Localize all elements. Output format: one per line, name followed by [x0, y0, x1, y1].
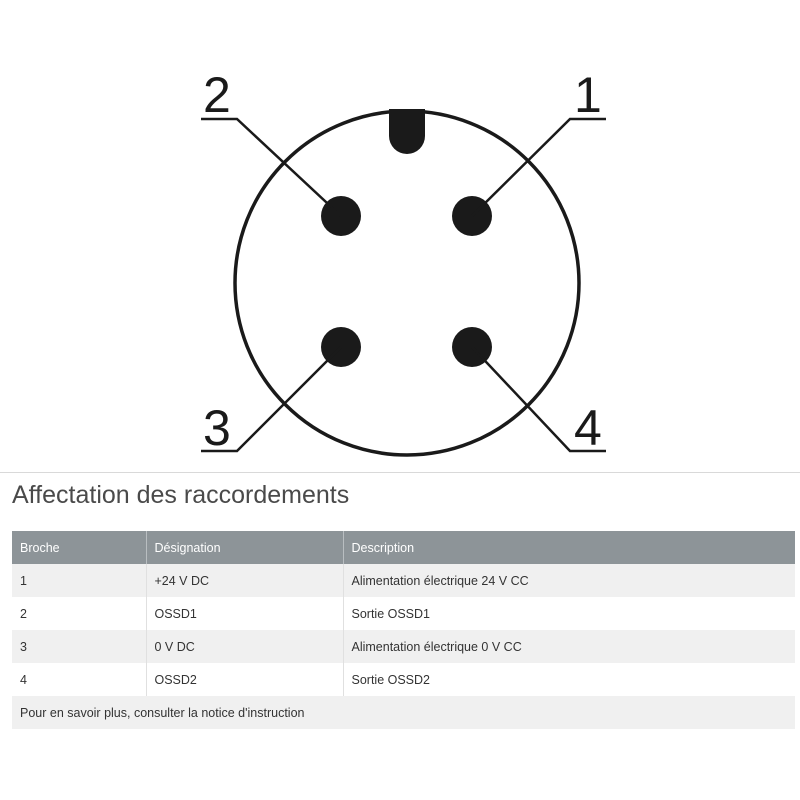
table-row [12, 630, 795, 663]
table-note: Pour en savoir plus, consulter la notice d'instruction [12, 696, 795, 729]
cell-description: Sortie OSSD2 [343, 663, 795, 696]
table-header-row [12, 531, 795, 564]
cell-broche: 3 [12, 630, 146, 663]
cell-broche: 2 [12, 597, 146, 630]
pin-3-label: 3 [203, 400, 231, 456]
header-designation: Désignation [146, 531, 343, 564]
table-row [12, 564, 795, 597]
pin-assignment-table [12, 531, 795, 729]
table-row [12, 663, 795, 696]
pin-4-label: 4 [574, 400, 602, 456]
cell-description: Alimentation électrique 24 V CC [343, 564, 795, 597]
pin-2-label: 2 [203, 67, 231, 123]
cell-designation: 0 V DC [146, 630, 343, 663]
cell-designation: OSSD2 [146, 663, 343, 696]
table-note-row [12, 696, 795, 729]
cell-designation: OSSD1 [146, 597, 343, 630]
cell-description: Sortie OSSD1 [343, 597, 795, 630]
header-description: Description [343, 531, 795, 564]
coding-key [389, 109, 425, 154]
cell-designation: +24 V DC [146, 564, 343, 597]
table-row [12, 597, 795, 630]
section-title: Affectation des raccordements [12, 481, 350, 509]
pin-1-label: 1 [574, 67, 602, 123]
section-divider [0, 472, 800, 473]
cell-broche: 1 [12, 564, 146, 597]
header-broche: Broche [12, 531, 146, 564]
cell-broche: 4 [12, 663, 146, 696]
cell-description: Alimentation électrique 0 V CC [343, 630, 795, 663]
